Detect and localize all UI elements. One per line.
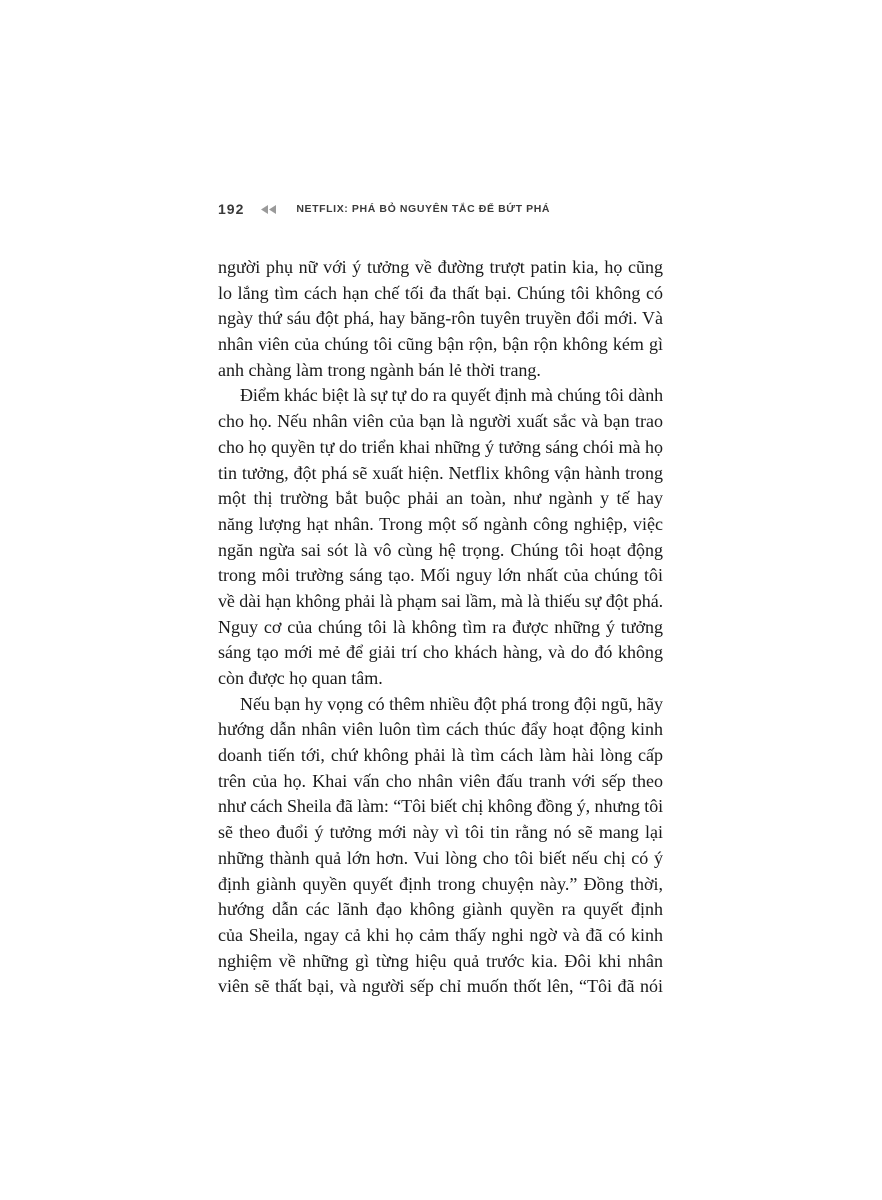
paragraph-first-line: Điểm khác biệt là sự tự do ra quyết định mà chúng tôi dành bbox=[240, 385, 663, 406]
text-line: hướng dẫn nhân viên luôn tìm cách thúc đẩy hoạt động kinh bbox=[218, 719, 663, 740]
body-text bbox=[218, 255, 663, 1000]
text-line: năng lượng hạt nhân. Trong một số ngành công nghiệp, việc bbox=[218, 513, 663, 534]
text-line: về dài hạn không phải là phạm sai lầm, mà là thiếu sự đột phá. bbox=[218, 590, 663, 611]
text-line: người phụ nữ với ý tưởng về đường trượt patin kia, họ cũng bbox=[218, 257, 663, 277]
text-line: doanh tiến tới, chứ không phải là tìm cách làm hài lòng cấp bbox=[218, 745, 663, 766]
text-line: tin tưởng, đột phá sẽ xuất hiện. Netflix không vận hành trong bbox=[218, 462, 663, 483]
text-line: như cách Sheila đã làm: “Tôi biết chị không đồng ý, nhưng tôi bbox=[218, 796, 663, 817]
running-header bbox=[218, 199, 550, 219]
text-line: của Sheila, ngay cả khi họ cảm thấy nghi ngờ và đã có kinh bbox=[218, 924, 663, 945]
text-line: viên sẽ thất bại, và người sếp chỉ muốn thốt lên, “Tôi đã nói bbox=[218, 976, 663, 997]
text-line: anh chàng làm trong ngành bán lẻ thời trang. bbox=[218, 359, 541, 380]
text-line: trên của họ. Khai vấn cho nhân viên đấu tranh với sếp theo bbox=[218, 770, 663, 791]
text-line: cho họ quyền tự do triển khai những ý tưởng sáng chói mà họ bbox=[218, 436, 663, 457]
text-line: ngày thứ sáu đột phá, hay băng-rôn tuyên truyền đổi mới. Và bbox=[218, 308, 663, 329]
page-number: 192 bbox=[218, 201, 245, 217]
text-line: Nguy cơ của chúng tôi là không tìm ra được những ý tưởng bbox=[218, 616, 663, 637]
double-left-arrow-icon bbox=[260, 203, 278, 215]
text-line: nhân viên của chúng tôi cũng bận rộn, bận rộn không kém gì bbox=[218, 334, 663, 355]
text-line: trong môi trường sáng tạo. Mối nguy lớn nhất của chúng tôi bbox=[218, 565, 663, 586]
paragraph-first-line: Nếu bạn hy vọng có thêm nhiều đột phá trong đội ngũ, hãy bbox=[240, 693, 663, 714]
text-line: định giành quyền quyết định trong chuyện này.” Đồng thời, bbox=[218, 873, 663, 894]
text-line: những thành quả lớn hơn. Vui lòng cho tôi biết nếu chị có ý bbox=[218, 847, 663, 868]
text-line: hướng dẫn các lãnh đạo không giành quyền ra quyết định bbox=[218, 899, 663, 920]
running-title: NETFLIX: PHÁ BỎ NGUYÊN TẮC ĐỂ BỨT PHÁ bbox=[296, 203, 551, 215]
text-line: một thị trường bắt buộc phải an toàn, như ngành y tế hay bbox=[218, 488, 663, 509]
text-line: sáng tạo mới mẻ để giải trí cho khách hàng, và do đó không bbox=[218, 642, 663, 663]
text-line: lo lắng tìm cách hạn chế tối đa thất bại. Chúng tôi không có bbox=[218, 282, 663, 303]
text-line: còn được họ quan tâm. bbox=[218, 668, 383, 688]
text-line: nghiệm về những gì từng hiệu quả trước kia. Đôi khi nhân bbox=[218, 950, 663, 971]
text-line: cho họ. Nếu nhân viên của bạn là người xuất sắc và bạn trao bbox=[218, 411, 663, 432]
text-line: ngăn ngừa sai sót là vô cùng hệ trọng. Chúng tôi hoạt động bbox=[218, 539, 663, 560]
text-line: sẽ theo đuổi ý tưởng mới này vì tôi tin rằng nó sẽ mang lại bbox=[218, 822, 663, 843]
